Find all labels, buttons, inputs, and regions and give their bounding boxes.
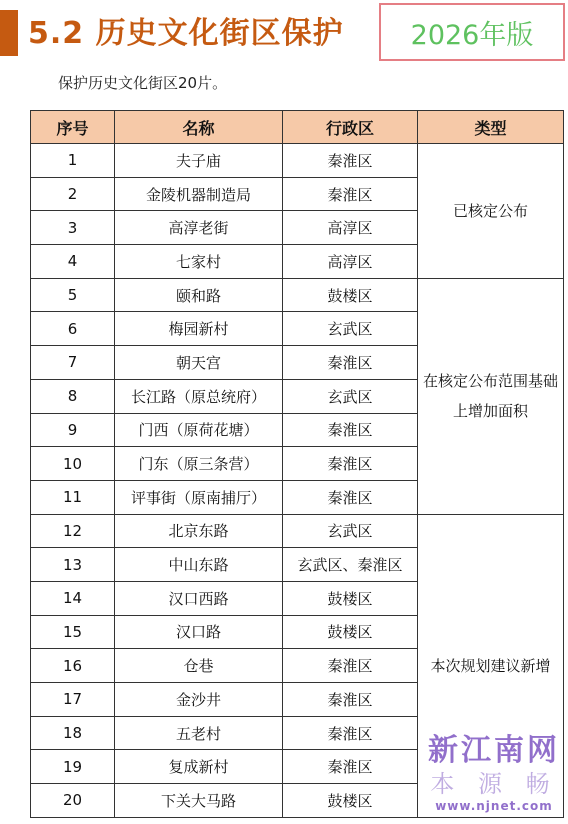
cell-name: 高淳老街	[115, 211, 283, 245]
cell-name: 评事街（原南捕厅）	[115, 480, 283, 514]
cell-type: 已核定公布	[418, 144, 564, 279]
cell-name: 仓巷	[115, 649, 283, 683]
table-row	[31, 144, 564, 178]
cell-name: 夫子庙	[115, 144, 283, 178]
cell-district: 玄武区、秦淮区	[283, 548, 418, 582]
cell-no: 9	[31, 413, 115, 447]
cell-no: 7	[31, 346, 115, 380]
cell-district: 玄武区	[283, 514, 418, 548]
cell-name: 梅园新村	[115, 312, 283, 346]
cell-district: 秦淮区	[283, 750, 418, 784]
cell-no: 12	[31, 514, 115, 548]
cell-district: 鼓楼区	[283, 581, 418, 615]
cell-district: 秦淮区	[283, 346, 418, 380]
cell-no: 15	[31, 615, 115, 649]
cell-name: 颐和路	[115, 278, 283, 312]
title-accent-bar	[0, 10, 18, 56]
cell-district: 秦淮区	[283, 649, 418, 683]
cell-no: 11	[31, 480, 115, 514]
cell-no: 17	[31, 683, 115, 717]
cell-name: 复成新村	[115, 750, 283, 784]
cell-name: 门西（原荷花塘）	[115, 413, 283, 447]
cell-district: 秦淮区	[283, 144, 418, 178]
table-row	[31, 278, 564, 312]
cell-name: 汉口路	[115, 615, 283, 649]
cell-district: 秦淮区	[283, 447, 418, 481]
cell-no: 20	[31, 784, 115, 818]
table-row	[31, 514, 564, 548]
cell-name: 北京东路	[115, 514, 283, 548]
cell-name: 下关大马路	[115, 784, 283, 818]
cell-district: 玄武区	[283, 312, 418, 346]
cell-no: 6	[31, 312, 115, 346]
section-subtitle: 保护历史文化街区20片。	[58, 74, 228, 92]
cell-name: 中山东路	[115, 548, 283, 582]
cell-no: 1	[31, 144, 115, 178]
cell-name: 金沙井	[115, 683, 283, 717]
districts-table	[30, 110, 564, 818]
col-header-name: 名称	[115, 111, 283, 144]
cell-no: 10	[31, 447, 115, 481]
cell-district: 秦淮区	[283, 683, 418, 717]
cell-district: 玄武区	[283, 379, 418, 413]
cell-district: 秦淮区	[283, 480, 418, 514]
watermark-url: www.njnet.com	[435, 799, 553, 813]
col-header-district: 行政区	[283, 111, 418, 144]
table-header-row	[31, 111, 564, 144]
cell-type: 本次规划建议新增	[418, 514, 564, 817]
watermark-title: 新江南网	[428, 733, 560, 768]
edition-badge: 2026年版	[379, 3, 565, 61]
cell-district: 秦淮区	[283, 413, 418, 447]
cell-name: 汉口西路	[115, 581, 283, 615]
cell-name: 门东（原三条营）	[115, 447, 283, 481]
cell-no: 2	[31, 177, 115, 211]
cell-type: 在核定公布范围基础上增加面积	[418, 278, 564, 514]
cell-no: 16	[31, 649, 115, 683]
cell-no: 13	[31, 548, 115, 582]
cell-district: 秦淮区	[283, 716, 418, 750]
col-header-type: 类型	[418, 111, 564, 144]
cell-no: 3	[31, 211, 115, 245]
cell-name: 七家村	[115, 245, 283, 279]
cell-no: 19	[31, 750, 115, 784]
cell-district: 鼓楼区	[283, 278, 418, 312]
cell-no: 4	[31, 245, 115, 279]
cell-district: 秦淮区	[283, 177, 418, 211]
cell-name: 长江路（原总统府）	[115, 379, 283, 413]
cell-district: 高淳区	[283, 245, 418, 279]
cell-no: 18	[31, 716, 115, 750]
cell-name: 五老村	[115, 716, 283, 750]
cell-district: 鼓楼区	[283, 784, 418, 818]
cell-name: 朝天宫	[115, 346, 283, 380]
cell-no: 5	[31, 278, 115, 312]
section-title: 5.2 历史文化街区保护	[28, 16, 344, 51]
cell-no: 14	[31, 581, 115, 615]
col-header-no: 序号	[31, 111, 115, 144]
cell-no: 8	[31, 379, 115, 413]
cell-district: 鼓楼区	[283, 615, 418, 649]
watermark-subtitle: 本 源 畅	[430, 770, 558, 798]
cell-name: 金陵机器制造局	[115, 177, 283, 211]
cell-district: 高淳区	[283, 211, 418, 245]
